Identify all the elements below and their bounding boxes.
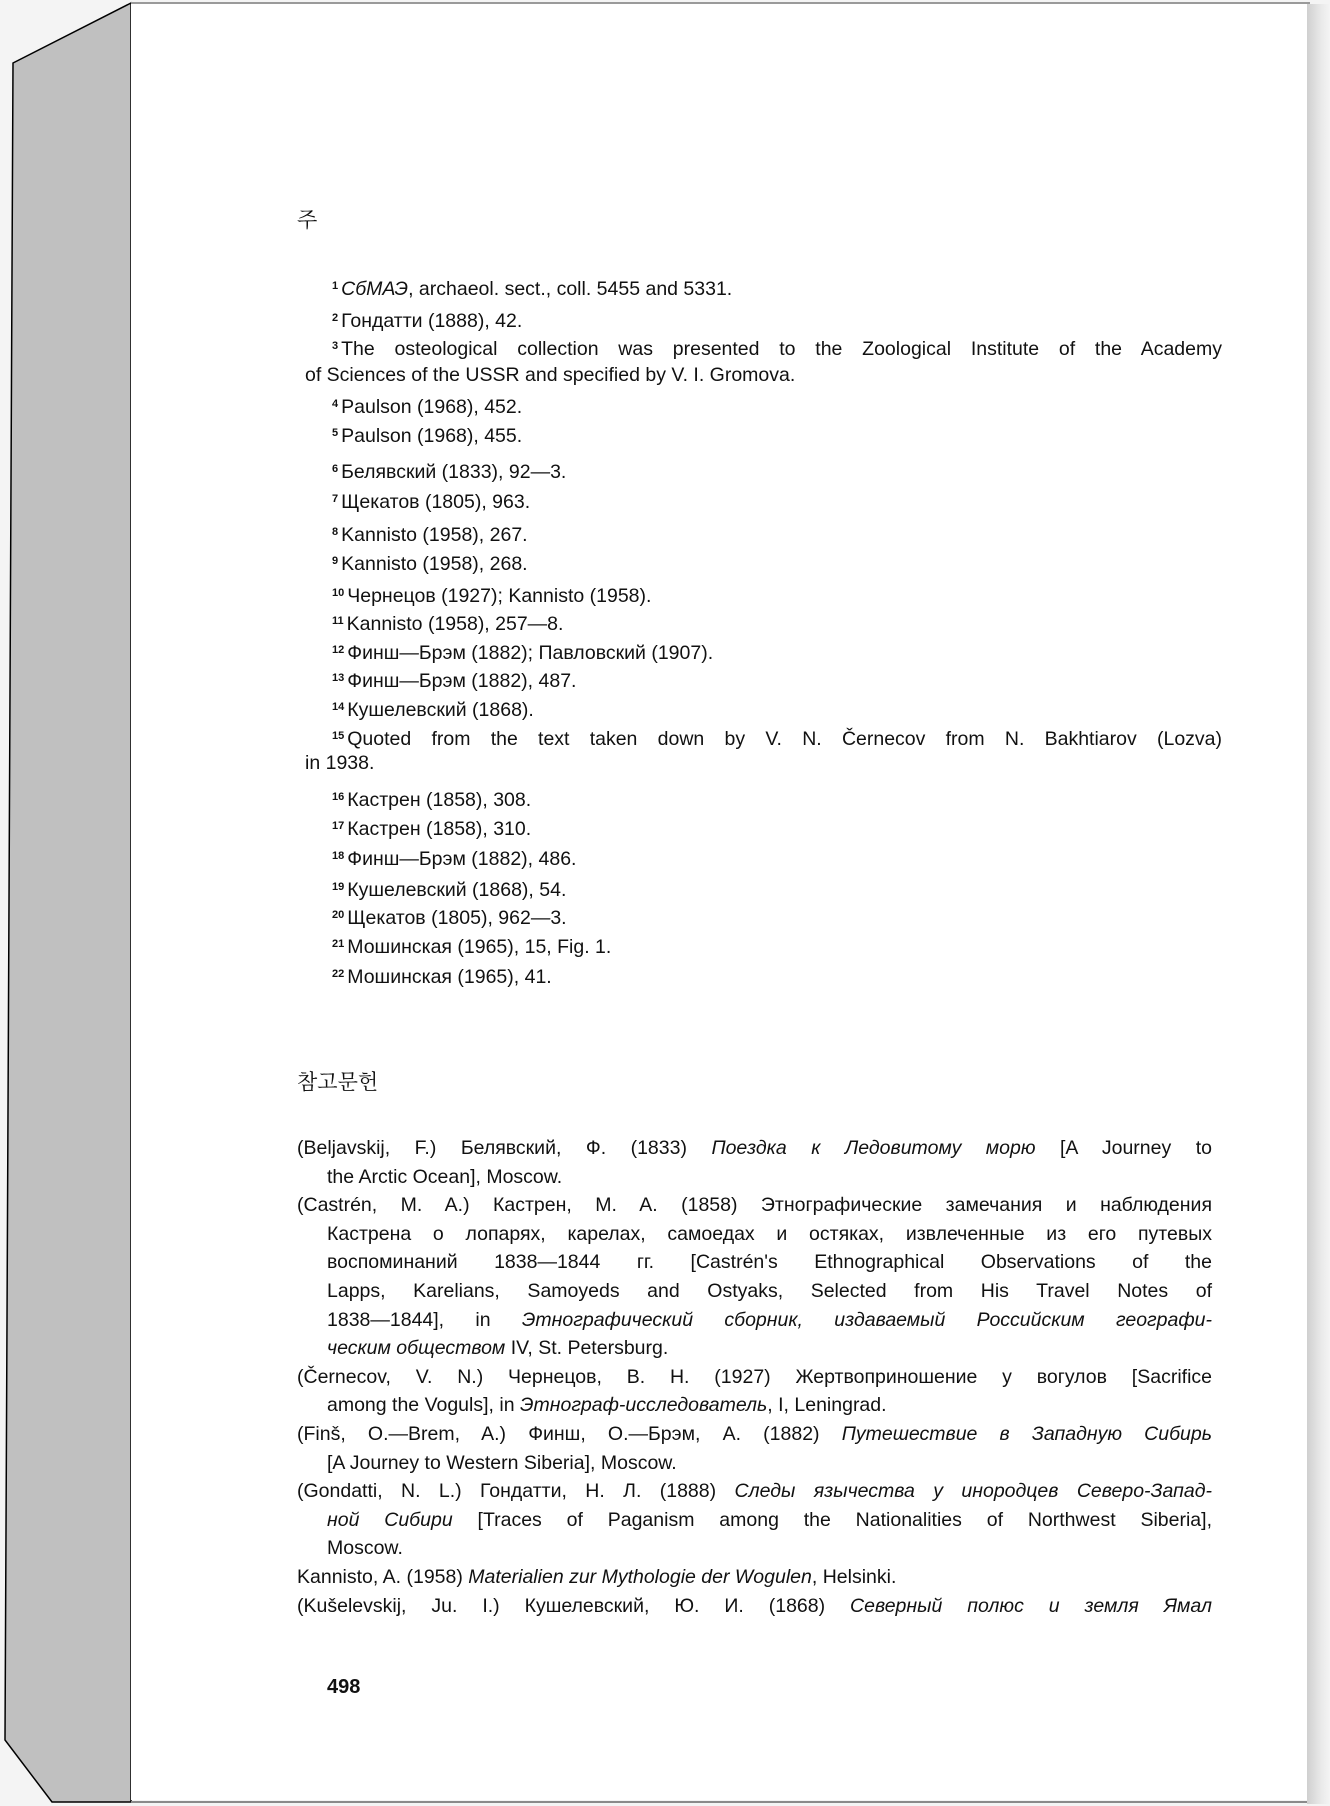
footnote-number: 22 bbox=[332, 968, 345, 980]
bibliography-entry-line bbox=[327, 1508, 1212, 1532]
footnote-20 bbox=[332, 903, 567, 930]
bibliography-entry-line bbox=[327, 1336, 1212, 1360]
footnote-number: 17 bbox=[332, 820, 345, 832]
footnote-number: 21 bbox=[332, 938, 345, 950]
bibliography-text: Кастрена о лопарях, карелах, самоедах и остяках, извлеченные из его путевых bbox=[327, 1222, 1212, 1245]
footnote-number: 11 bbox=[332, 615, 344, 627]
footnote-number: 4 bbox=[332, 398, 339, 410]
bibliography-text: Lapps, Karelians, Samoyeds and Ostyaks, Selected from His Travel Notes of bbox=[327, 1280, 1212, 1302]
footnote-number: 5 bbox=[332, 427, 339, 439]
footnote-17 bbox=[332, 814, 531, 841]
bibliography-text: among the Voguls], in bbox=[327, 1394, 520, 1417]
footnote-11 bbox=[332, 609, 563, 636]
bibliography-title: Северный полюс и земля Ямал bbox=[850, 1594, 1212, 1617]
bibliography-title: ной Сибири bbox=[327, 1508, 453, 1531]
footnote-text: Paulson (1968), 455. bbox=[341, 425, 523, 447]
footnote-2 bbox=[332, 306, 522, 333]
footnote-number: 8 bbox=[332, 526, 339, 538]
bibliography-title: ческим обществом bbox=[327, 1337, 506, 1360]
footnote-16 bbox=[332, 785, 531, 812]
footnote-5 bbox=[332, 421, 522, 448]
footnote-text: Кушелевский (1868). bbox=[347, 699, 534, 721]
footnote-text: Финш—Брэм (1882), 486. bbox=[347, 848, 577, 870]
footnote-text: Кастрен (1858), 310. bbox=[347, 818, 532, 840]
bibliography-text: [A Journey to bbox=[1035, 1137, 1212, 1159]
footnote-text: Чернецов (1927); Kannisto (1958). bbox=[347, 585, 652, 607]
footnote-continuation: of Sciences of the USSR and specified by V. I. Gromova. bbox=[305, 364, 796, 386]
footnote-text: Щекатов (1805), 963. bbox=[341, 491, 531, 513]
footnote-number: 15 bbox=[332, 730, 345, 742]
bibliography-entry-line bbox=[297, 1422, 1212, 1446]
bibliography-entry-line bbox=[327, 1536, 1212, 1560]
bibliography-text: (Černecov, V. N.) Чернецов, B. H. (1927) Жертвоприношение у вогулов [Sacrifice bbox=[297, 1365, 1212, 1388]
bibliography-text: (Castrén, M. A.) Кастрен, M. A. (1858) Этнографические замечания и наблюдения bbox=[297, 1194, 1212, 1217]
footnote-text: Мошинская (1965), 41. bbox=[347, 966, 552, 988]
footnote-14 bbox=[332, 695, 534, 722]
bibliography-entry-line bbox=[327, 1308, 1212, 1332]
bibliography-entry-line bbox=[327, 1393, 1212, 1417]
footnote-18 bbox=[332, 844, 576, 871]
footnote-text: , archaeol. sect., coll. 5455 and 5331. bbox=[408, 278, 733, 300]
footnote-text: Финш—Брэм (1882); Павловский (1907). bbox=[347, 642, 714, 664]
bibliography-entry-line bbox=[297, 1193, 1212, 1217]
bibliography-text: IV, St. Petersburg. bbox=[505, 1337, 669, 1360]
bibliography-title: Поездка к Ледовитому морю bbox=[711, 1137, 1036, 1159]
footnote-15 bbox=[332, 724, 1222, 751]
footnote-13 bbox=[332, 666, 576, 693]
footnote-22 bbox=[332, 962, 552, 989]
bibliography-title: Следы язычества у инородцев Северо-Запад- bbox=[734, 1480, 1212, 1503]
footnote-text: The osteological collection was presented to the Zoological Institute of the Academy bbox=[341, 338, 1222, 360]
footnote-text: Kannisto (1958), 268. bbox=[341, 553, 528, 575]
bibliography-text: (Kušelevskij, Ju. I.) Кушелевский, Ю. И. (1868) bbox=[297, 1594, 851, 1617]
footnote-8 bbox=[332, 520, 528, 547]
footnote-text: Kannisto (1958), 257—8. bbox=[346, 613, 564, 635]
bibliography-entry-line bbox=[297, 1479, 1212, 1503]
footnote-number: 1 bbox=[332, 280, 339, 292]
bibliography-text: Moscow. bbox=[327, 1537, 403, 1560]
bibliography-text: Kannisto, A. (1958) bbox=[297, 1566, 469, 1588]
footnote-text: Kannisto (1958), 267. bbox=[341, 524, 528, 546]
bibliography-title: Путешествие в Западную Сибирь bbox=[841, 1423, 1213, 1445]
footnote-text: Кушелевский (1868), 54. bbox=[347, 879, 567, 901]
page-number: 498 bbox=[327, 1676, 361, 1698]
bibliography-entry-line bbox=[327, 1250, 1212, 1274]
footnote-number: 19 bbox=[332, 881, 345, 893]
bibliography-text: (Gondatti, N. L.) Гондатти, Н. Л. (1888) bbox=[297, 1480, 735, 1503]
bibliography-text: [A Journey to Western Siberia], Moscow. bbox=[327, 1451, 677, 1474]
footnote-number: 18 bbox=[332, 850, 345, 862]
footnote-4 bbox=[332, 392, 522, 419]
bibliography-entry-line bbox=[297, 1565, 1212, 1589]
footnote-text: Гондатти (1888), 42. bbox=[341, 310, 523, 332]
footnote-text: Мошинская (1965), 15, Fig. 1. bbox=[347, 936, 612, 958]
bibliography-entry-line bbox=[327, 1279, 1212, 1303]
footnote-9 bbox=[332, 549, 528, 576]
bibliography-entry-line bbox=[297, 1365, 1212, 1389]
footnote-number: 7 bbox=[332, 493, 339, 505]
bibliography-text: 1838—1844], in bbox=[327, 1308, 522, 1331]
footnote-number: 2 bbox=[332, 312, 339, 324]
bibliography-text: the Arctic Ocean], Moscow. bbox=[327, 1165, 563, 1188]
bibliography-text: , I, Leningrad. bbox=[767, 1394, 887, 1417]
footnote-number: 12 bbox=[332, 644, 345, 656]
footnote-3 bbox=[332, 334, 1222, 361]
bibliography-entry-line bbox=[327, 1165, 1212, 1189]
bibliography-entry-line bbox=[327, 1222, 1212, 1246]
footnote-text: Quoted from the text taken down by V. N. Černecov from N. Bakhtiarov (Lozva) bbox=[347, 728, 1222, 750]
footnote-text: Финш—Брэм (1882), 487. bbox=[347, 670, 577, 692]
footnote-number: 10 bbox=[332, 587, 345, 599]
bibliography-title: Этнограф-исследователь bbox=[519, 1394, 768, 1417]
bibliography-entry-line bbox=[297, 1136, 1212, 1160]
footnote-number: 9 bbox=[332, 555, 339, 567]
footnote-1 bbox=[332, 274, 732, 301]
bibliography-title: Materialien zur Mythologie der Wogulen bbox=[468, 1566, 812, 1588]
footnote-text: СбМАЭ bbox=[341, 278, 409, 300]
bibliography-text: (Beljavskij, F.) Белявский, Ф. (1833) bbox=[297, 1137, 712, 1159]
footnote-number: 3 bbox=[332, 340, 339, 352]
bibliography-text: (Finš, O.—Brem, A.) Финш, O.—Брэм, A. (1882) bbox=[297, 1423, 842, 1445]
bibliography-entry-line bbox=[297, 1594, 1212, 1618]
footnote-7 bbox=[332, 487, 530, 514]
bibliography-text: [Traces of Paganism among the Nationalities of Northwest Siberia], bbox=[452, 1508, 1212, 1531]
footnote-text: Щекатов (1805), 962—3. bbox=[347, 907, 567, 929]
footnote-number: 6 bbox=[332, 463, 339, 475]
footnote-number: 20 bbox=[332, 909, 345, 921]
bibliography-title: Этнографический сборник, издаваемый Российским географи- bbox=[521, 1308, 1212, 1331]
footnote-text: Кастрен (1858), 308. bbox=[347, 789, 532, 811]
footnote-number: 14 bbox=[332, 701, 345, 713]
bibliography-text: воспоминаний 1838—1844 гг. [Castrén's Ethnographical Observations of the bbox=[327, 1251, 1212, 1274]
page-shadow bbox=[1307, 4, 1330, 1804]
notes-heading: 주 bbox=[297, 209, 318, 232]
footnote-text: Paulson (1968), 452. bbox=[341, 396, 523, 418]
bibliography-entry-line bbox=[327, 1451, 1212, 1475]
footnote-number: 16 bbox=[332, 791, 345, 803]
footnote-number: 13 bbox=[332, 672, 345, 684]
footnote-12 bbox=[332, 638, 713, 665]
footnote-text: Белявский (1833), 92—3. bbox=[341, 461, 567, 483]
footnote-19 bbox=[332, 875, 566, 902]
bibliography-heading: 참고문헌 bbox=[297, 1071, 379, 1094]
footnote-6 bbox=[332, 457, 566, 484]
footnote-continuation: in 1938. bbox=[305, 752, 375, 774]
footnote-10 bbox=[332, 581, 651, 608]
footnote-21 bbox=[332, 932, 611, 959]
bibliography-text: , Helsinki. bbox=[811, 1566, 897, 1588]
